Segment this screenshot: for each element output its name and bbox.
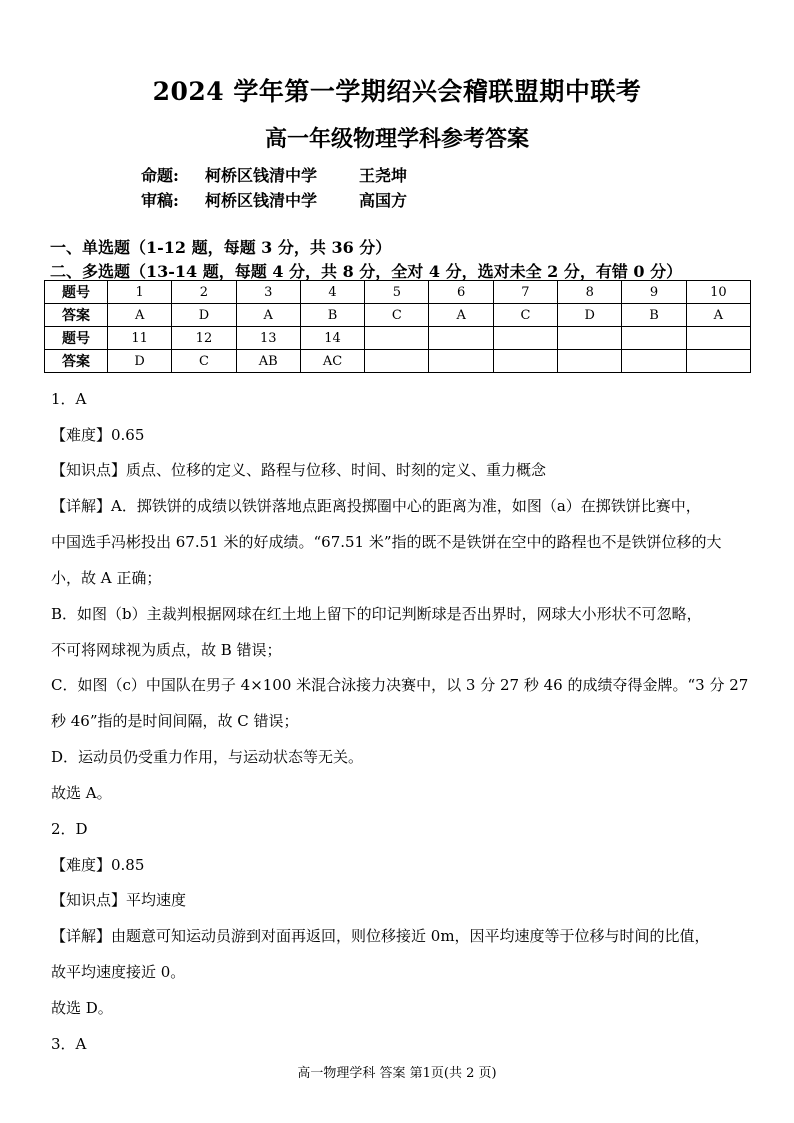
table-cell: A [686, 304, 750, 327]
document-title: 2024 学年第一学期绍兴会稽联盟期中联考 [152, 77, 642, 106]
table-row [45, 304, 751, 327]
table-cell [365, 327, 429, 350]
credit-person: 王尧坤 [359, 166, 408, 185]
text-line: B．如图（b）主裁判根据网球在红土地上留下的印记判断球是否出界时，网球大小形状不可忽略， [51, 605, 702, 623]
table-cell: 8 [558, 281, 622, 304]
table-cell: A [236, 304, 300, 327]
table-cell: D [108, 350, 172, 373]
table-cell: 4 [300, 281, 364, 304]
table-row [45, 281, 751, 304]
text-line: 秒 46”指的是时间间隔，故 C 错误； [51, 712, 299, 730]
text-line: 故平均速度接近 0。 [51, 963, 186, 981]
table-cell [365, 350, 429, 373]
table-row [45, 327, 751, 350]
table-cell: 12 [172, 327, 236, 350]
table-cell [493, 350, 557, 373]
table-cell: A [429, 304, 493, 327]
document-subtitle: 高一年级物理学科参考答案 [264, 126, 529, 152]
table-cell: C [365, 304, 429, 327]
table-cell: 14 [300, 327, 364, 350]
table-cell: B [300, 304, 364, 327]
table-row [45, 350, 751, 373]
table-cell: A [108, 304, 172, 327]
table-cell [622, 350, 686, 373]
table-cell [622, 327, 686, 350]
text-line: 1．A [51, 390, 87, 408]
table-cell: D [172, 304, 236, 327]
credit-person: 高国方 [359, 191, 408, 210]
table-cell [686, 327, 750, 350]
table-cell: 13 [236, 327, 300, 350]
text-line: 故选 D。 [51, 999, 113, 1017]
table-cell: D [558, 304, 622, 327]
text-line: 【详解】由题意可知运动员游到对面再返回，则位移接近 0m，因平均速度等于位移与时间的比值， [51, 927, 710, 945]
text-line: 【难度】0.85 [51, 856, 145, 874]
table-cell [493, 327, 557, 350]
text-line: 中国选手冯彬投出 67.51 米的好成绩。“67.51 米”指的既不是铁饼在空中的路程也不是铁饼位移的大 [51, 533, 722, 551]
credit-label: 审稿: [141, 191, 179, 210]
text-line: 【难度】0.65 [51, 426, 145, 444]
text-line: C．如图（c）中国队在男子 4×100 米混合泳接力决赛中，以 3 分 27 秒 46 的成绩夺得金牌。“3 分 27 [51, 676, 749, 694]
table-cell: 1 [108, 281, 172, 304]
table-cell: 7 [493, 281, 557, 304]
table-cell [558, 327, 622, 350]
table-cell: AC [300, 350, 364, 373]
text-line: 【详解】A．掷铁饼的成绩以铁饼落地点距离投掷圈中心的距离为准，如图（a）在掷铁饼比赛中， [51, 497, 701, 515]
page-footer: 高一物理学科 答案 第1页(共 2 页) [297, 1066, 497, 1081]
table-cell [429, 350, 493, 373]
table-cell [429, 327, 493, 350]
credit-school: 柯桥区钱清中学 [205, 166, 318, 185]
row-header: 答案 [45, 350, 108, 373]
text-line: 【知识点】平均速度 [51, 891, 187, 909]
credit-school: 柯桥区钱清中学 [205, 191, 318, 210]
text-line: D．运动员仍受重力作用，与运动状态等无关。 [51, 748, 364, 766]
author-credit [141, 163, 407, 186]
row-header: 题号 [45, 327, 108, 350]
text-line: 2．D [51, 820, 88, 838]
table-cell: B [622, 304, 686, 327]
table-cell: 2 [172, 281, 236, 304]
section-single-choice: 一、单选题（1-12 题，每题 3 分，共 36 分） [50, 238, 392, 257]
credit-label: 命题: [141, 166, 179, 185]
table-cell: 9 [622, 281, 686, 304]
text-line: 3．A [51, 1035, 87, 1053]
table-cell: C [172, 350, 236, 373]
answer-table [44, 280, 751, 373]
row-header: 题号 [45, 281, 108, 304]
table-cell: 3 [236, 281, 300, 304]
table-cell: 10 [686, 281, 750, 304]
table-cell: 6 [429, 281, 493, 304]
table-cell: AB [236, 350, 300, 373]
row-header: 答案 [45, 304, 108, 327]
table-cell: C [493, 304, 557, 327]
table-cell [686, 350, 750, 373]
section-multi-choice: 二、多选题（13-14 题，每题 4 分，共 8 分，全对 4 分，选对未全 2 分，有错 0 分） [50, 262, 683, 281]
reviewer-credit [141, 188, 407, 211]
text-line: 不可将网球视为质点，故 B 错误； [51, 641, 282, 659]
table-cell: 11 [108, 327, 172, 350]
text-line: 【知识点】质点、位移的定义、路程与位移、时间、时刻的定义、重力概念 [51, 461, 547, 479]
text-line: 故选 A。 [51, 784, 112, 802]
table-cell [558, 350, 622, 373]
table-cell: 5 [365, 281, 429, 304]
text-line: 小，故 A 正确； [51, 569, 162, 587]
